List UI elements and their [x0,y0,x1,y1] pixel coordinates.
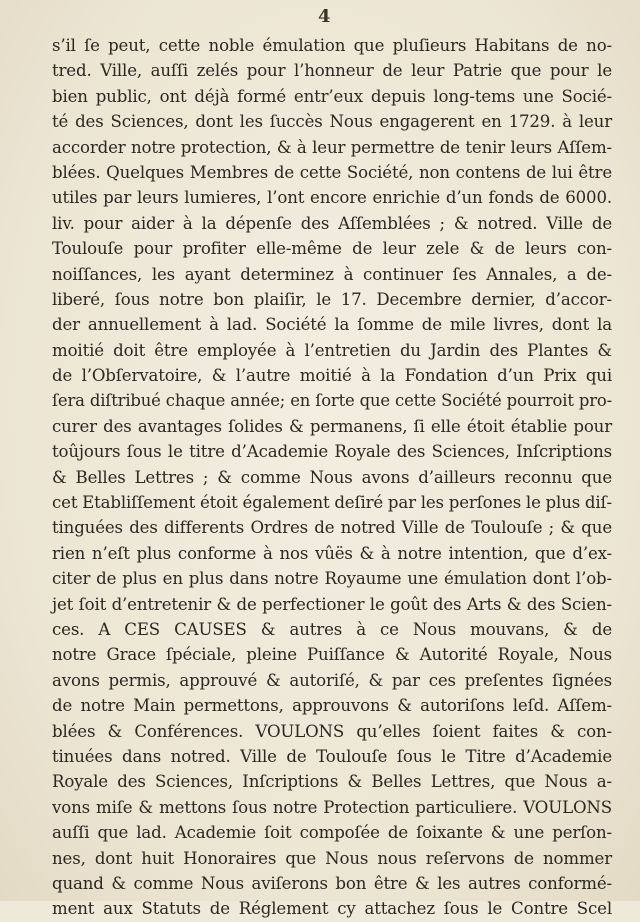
text-line: Toulouſe pour profiter elle-même de leur zele & de leurs con- [52,239,612,259]
text-line: noiſſances, les ayant determinez à continuer ſes Annales, a de- [52,264,612,284]
text-line: nes, dont huit Honoraires que Nous nous reſervons de nommer [52,848,612,868]
text-line: rien n’eſt plus conforme à nos vûës & à notre intention, que d’ex- [52,543,612,563]
text-line: liberé, ſous notre bon plaiſir, le 17. Decembre dernier, d’accor- [52,289,612,309]
text-line: jet ſoit d’entretenir & de perfectioner le goût des Arts & des Scien- [52,594,612,614]
text-line: ment aux Statuts de Réglement cy attachez ſous le Contre Scel [52,899,612,919]
text-line: liv. pour aider à la dépenſe des Aſſemblées ; & notred. Ville de [52,213,612,233]
text-line: tinguées des differents Ordres de notred Ville de Toulouſe ; & que [52,518,612,538]
body-text [52,33,612,922]
text-line: toûjours ſous le titre d’Academie Royale des Sciences, Inſcriptions [52,442,612,462]
text-line: auſſi que lad. Academie ſoit compoſée de ſoixante & une perſon- [52,823,612,843]
text-line: blées. Quelques Membres de cette Société, non contens de lui être [52,162,612,182]
text-line: moitié doit être employée à l’entretien du Jardin des Plantes & [52,340,612,360]
text-line: utiles par leurs lumieres, l’ont encore enrichie d’un fonds de 6000. [52,188,612,208]
text-line: de notre Main permettons, approuvons & autoriſons leſd. Aſſem- [52,696,612,716]
text-line: tred. Ville, auſſi zelés pour l’honneur de leur Patrie que pour le [52,61,612,81]
text-line: cet Etabliſſement étoit également deſiré par les perſones le plus diſ- [52,493,612,513]
text-line: té des Sciences, dont les ſuccès Nous engagerent en 1729. à leur [52,112,612,132]
text-line: blées & Conférences. VOULONS qu’elles ſoient faites & con- [52,721,612,741]
text-line: & Belles Lettres ; & comme Nous avons d’ailleurs reconnu que [52,467,612,487]
text-line: der annuellement à lad. Société la ſomme de mile livres, dont la [52,315,612,335]
text-line: ſera diſtribué chaque année; en ſorte que cette Société pourroit pro- [52,391,612,411]
text-line: de l’Obſervatoire, & l’autre moitié à la Fondation d’un Prix qui [52,366,612,386]
text-line: bien public, ont déjà formé entr’eux depuis long-tems une Socié- [52,86,612,106]
text-line: curer des avantages ſolides & permanens, ſi elle étoit établie pour [52,416,612,436]
text-line: notre Grace ſpéciale, pleine Puiſſance & Autorité Royale, Nous [52,645,612,665]
text-line: Royale des Sciences, Inſcriptions & Belles Lettres, que Nous a- [52,772,612,792]
text-line: accorder notre protection, & à leur permettre de tenir leurs Aſſem- [52,137,612,157]
text-line: quand & comme Nous aviſerons bon être & les autres conformé- [52,873,612,893]
page-number: 4 [318,6,331,27]
text-line: avons permis, approuvé & autoriſé, & par ces preſentes ſignées [52,670,612,690]
text-line: ces. A CES CAUSES & autres à ce Nous mouvans, & de [52,619,612,639]
text-line: tinuées dans notred. Ville de Toulouſe ſous le Titre d’Academie [52,746,612,766]
text-line: vons miſe & mettons ſous notre Protection particuliere. VOULONS [52,797,612,817]
text-line: s’il ſe peut, cette noble émulation que pluſieurs Habitans de no- [52,36,612,55]
text-line: citer de plus en plus dans notre Royaume une émulation dont l’ob- [52,569,612,589]
